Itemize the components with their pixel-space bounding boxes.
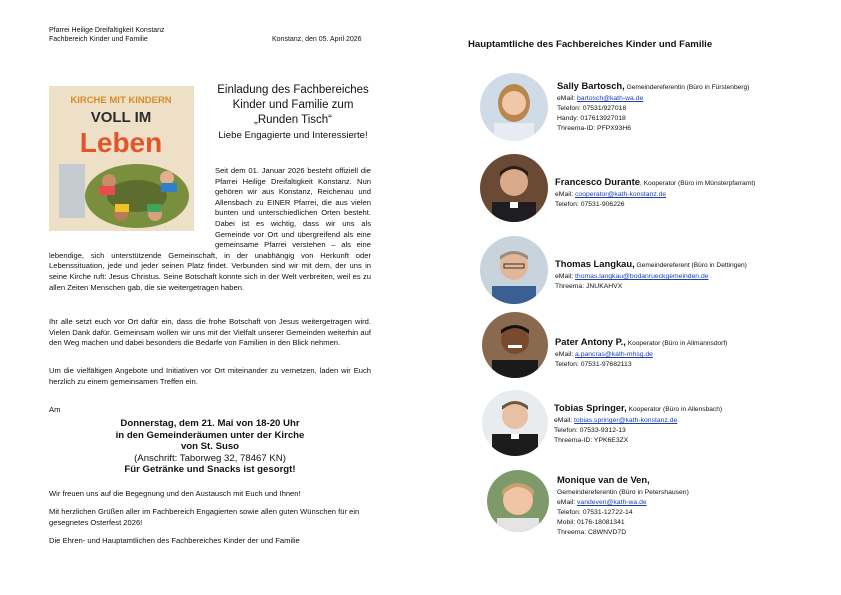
invitation-title	[210, 83, 376, 128]
email-link[interactable]: cooperator@kath-konstanz.de	[575, 191, 667, 198]
closing-2: Mit herzlichen Grüßen aller im Fachbereich Engagierten sowie allen guten Wünschen für ein gesegnetes Osterfest 2026!	[49, 507, 360, 527]
staff-name: Tobias Springer,	[554, 402, 627, 413]
staff-card	[555, 332, 825, 370]
staff-heading: Hauptamtliche des Fachbereiches Kinder und Familie	[468, 39, 713, 50]
letter-date: Konstanz, den 05. April 2026	[272, 36, 362, 43]
phone: Telefon: 07531-906226	[555, 201, 625, 208]
staff-name: Thomas Langkau,	[555, 258, 635, 269]
staff-name: Pater Antony P.,	[555, 336, 626, 347]
parish-name: Pfarrei Heilige Dreifaltigkeit Konstanz	[49, 27, 165, 34]
event-note: Für Getränke und Snacks ist gesorgt!	[124, 464, 296, 476]
email-link[interactable]: vandeven@kath-wa.de	[577, 499, 647, 506]
staff-name: Francesco Durante	[555, 176, 640, 187]
avatar	[487, 470, 549, 532]
email-link[interactable]: tobias.springer@kath-konstanz.de	[574, 417, 678, 424]
staff-role: , Kooperator (Büro im Münsterpfarramt)	[639, 180, 756, 187]
thanks-paragraph: Ihr alle setzt euch vor Ort dafür ein, dass die frohe Botschaft von Jesus weitergetragen wird. Vielen Dank dafür. Gemeinsam wollen wir uns mit der Vielfalt unserer Gemeinden weiterhin auf den Weg machen und dabei besonders die Bedarfe von Familien in den Blick nehmen.	[49, 317, 371, 348]
email-link[interactable]: thomas.langkau@bodanrueckgemeinden.de	[575, 273, 709, 280]
avatar	[480, 73, 548, 141]
email-label: eMail:	[555, 191, 576, 198]
email-label: eMail:	[555, 351, 576, 358]
avatar	[480, 154, 548, 222]
event-details	[49, 418, 371, 476]
phone: Telefon: 07531-97682113	[555, 361, 632, 368]
threema: Threema: C8WNVD7D	[557, 529, 627, 536]
title-line-3: „Runden Tisch“	[254, 114, 332, 126]
image-float-spacer	[49, 166, 215, 250]
staff-card	[554, 398, 824, 446]
event-address: (Anschrift: Taborweg 32, 78467 KN)	[134, 452, 286, 464]
staff-card	[557, 470, 827, 538]
department-name: Fachbereich Kinder und Familie	[49, 36, 148, 43]
am-label: Am	[49, 405, 61, 414]
email-link[interactable]: bartosch@kath-wa.de	[577, 95, 644, 102]
title-line-1: Einladung des Fachbereiches	[217, 84, 369, 96]
network-paragraph: Um die vielfältigen Angebote und Initiativen vor Ort miteinander zu vernetzen, laden wir Euch herzlich zu einem gemeinsamen Treffen ein.	[49, 366, 371, 386]
mobile: Handy: 017613927018	[557, 115, 626, 122]
intro-paragraph-text: Seit dem 01. Januar 2026 besteht offiziell die Pfarrei Heilige Dreifaltigkeit Konstanz. Nun gehören wir aus Konstanz, Reichenau und Allensbach zu EINER Pfarrei, die aus vielen bunten und unterschiedlichen Orten besteht. Dabei ist es wichtig, dass wir uns als Gemeinde vor Ort und übergreifend als eine gemeinsame Pfarrei verstehen – als eine lebendige, sich unterstützende Gemeinschaft, in der unabhängig von Herkunft oder Lebenssituation, jede und jeder seinen Platz findet. Verbunden sind wir mit dem, der uns in seine Kirche ruft: Jesus Christus. Seine Botschaft konnte sich in der Welt verbreiten, weil es zu allen Zeiten Menschen gab, die sie weitergetragen haben.	[49, 166, 371, 292]
avatar	[480, 236, 548, 304]
staff-card	[555, 172, 825, 210]
staff-name: Monique van de Ven,	[557, 474, 650, 485]
threema: Threema: JNUKAHVX	[555, 283, 623, 290]
staff-role: Kooperator (Büro in Allmannsdorf)	[625, 340, 728, 347]
email-link[interactable]: a.pancras@kath-mhsg.de	[575, 351, 653, 358]
mobile: Mobil: 0176-18081341	[557, 519, 625, 526]
event-place-2: von St. Suso	[180, 441, 240, 453]
title-line-2: Kinder und Familie zum	[232, 99, 354, 111]
event-date: Donnerstag, dem 21. Mai von 18-20 Uhr	[120, 418, 300, 429]
email-label: eMail:	[557, 499, 578, 506]
staff-name: Sally Bartosch,	[557, 80, 625, 91]
logo-text-line2: VOLL IM	[90, 109, 152, 126]
staff-role: Kooperator (Büro in Allensbach)	[626, 406, 723, 413]
avatar	[482, 390, 548, 456]
staff-role: Gemeindereferentin (Büro in Fürstenberg)	[624, 84, 750, 91]
email-label: eMail:	[554, 417, 575, 424]
event-place-1: in den Gemeinderäumen unter der Kirche	[115, 429, 305, 441]
staff-role: Gemeindereferentin (Büro in Petershausen)	[557, 489, 689, 496]
email-label: eMail:	[557, 95, 578, 102]
phone: Telefon: 07533-9312-13	[554, 427, 626, 434]
logo-text-line3: Leben	[79, 127, 163, 158]
threema: Threema-ID: PFPX93H6	[557, 125, 632, 132]
phone: Telefon: 07531/927018	[557, 105, 627, 112]
phone: Telefon: 07531-12722-14	[557, 509, 633, 516]
closing-1: Wir freuen uns auf die Begegnung und den Austausch mit Euch und Ihnen!	[49, 489, 301, 498]
letter-header	[49, 26, 165, 44]
signature: Die Ehren- und Hauptamtlichen des Fachbereiches Kinder der und Familie	[49, 536, 300, 545]
greeting: Liebe Engagierte und Interessierte!	[218, 130, 368, 141]
email-label: eMail:	[555, 273, 576, 280]
logo-text-line1: KIRCHE MIT KINDERN	[70, 95, 172, 106]
staff-card	[555, 254, 825, 292]
avatar	[482, 312, 548, 378]
staff-card	[557, 76, 817, 134]
staff-role: Gemeindereferent (Büro in Dettingen)	[634, 262, 747, 269]
intro-paragraph	[49, 166, 371, 293]
threema: Threema-ID: YPK6E3ZX	[554, 437, 629, 444]
